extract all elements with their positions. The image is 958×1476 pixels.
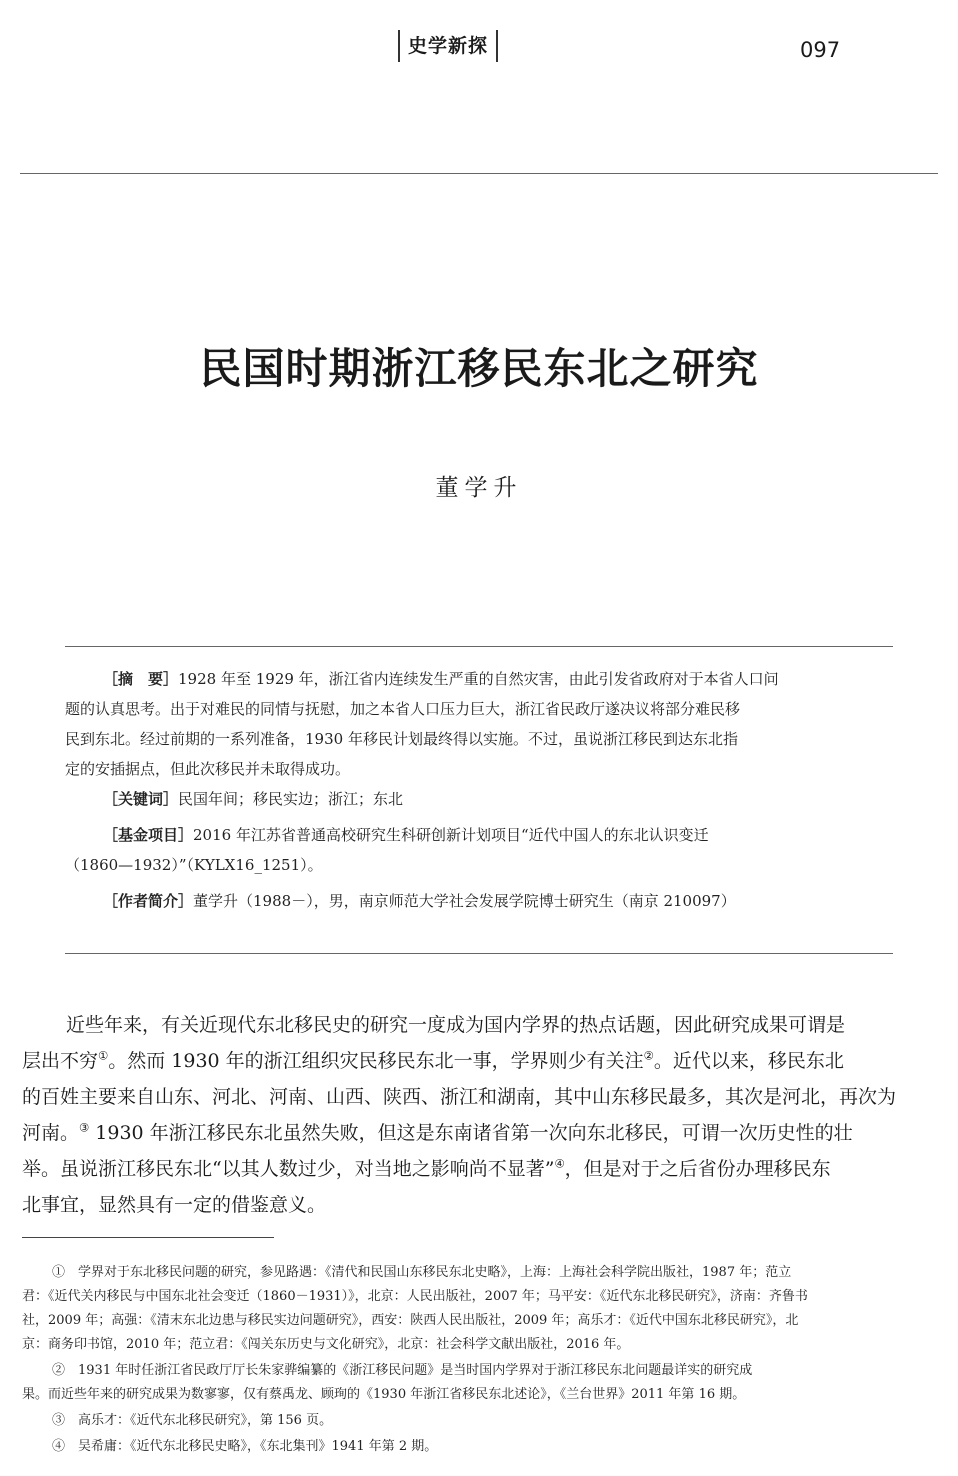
footnote-4: ④ 吴希庸：《近代东北移民史略》，《东北集刊》1941 年第 2 期。: [52, 1439, 438, 1454]
footnote-ref-3[interactable]: ③: [79, 1120, 90, 1135]
author-bio-text: 董学升（1988－），男，南京师范大学社会发展学院博士研究生（南京 210097）: [193, 892, 736, 910]
abstract-line: [65, 664, 893, 694]
keywords-text: 民国年间；移民实边；浙江；东北: [178, 790, 404, 808]
abstract-line: 题的认真思考。出于对难民的同情与抚慰，加之本省人口压力巨大，浙江省民政厅遂决议将部分难民移: [65, 700, 741, 718]
body-line: [22, 1043, 844, 1079]
abstract-top-rule: [65, 646, 893, 647]
abstract-bottom-rule: [65, 953, 893, 954]
footnote-ref-2[interactable]: ②: [643, 1048, 654, 1063]
body-line: [22, 1007, 845, 1043]
body-text: 河南。: [22, 1122, 80, 1144]
footnote-rule: [22, 1237, 274, 1238]
abstract-text: 1928 年至 1929 年，浙江省内连续发生严重的自然灾害，由此引发省政府对于本省人口问: [178, 670, 779, 688]
footnote-1-cont: 京：商务印书馆，2010 年；范立君：《闯关东历史与文化研究》，北京：社会科学文献出版社，2016 年。: [22, 1337, 630, 1352]
body-text: 层出不穷: [22, 1050, 99, 1072]
body-text: ，但是对于之后省份办理移民东: [564, 1158, 831, 1180]
footnote-1-cont: 社，2009 年；高强：《清末东北边患与移民实边问题研究》，西安：陕西人民出版社，2009 年；高乐才：《近代中国东北移民研究》，北: [22, 1313, 799, 1328]
footnote-1: ① 学界对于东北移民问题的研究，参见路遇：《清代和民国山东移民东北史略》，上海：上海社会科学院出版社，1987 年；范立: [52, 1265, 792, 1280]
article-author: 董学升: [435, 475, 523, 501]
column-name: 史学新探: [398, 30, 498, 62]
fund-label: ［基金项目］: [103, 826, 194, 844]
page-number: 097: [800, 38, 841, 62]
body-line: 的百姓主要来自山东、河北、河南、山西、陕西、浙江和湖南，其中山东移民最多，其次是河北，再次为: [22, 1086, 897, 1108]
body-line: 北事宜，显然具有一定的借鉴意义。: [22, 1194, 327, 1216]
body-line: [22, 1115, 853, 1151]
footnote-3: ③ 高乐才：《近代东北移民研究》，第 156 页。: [52, 1413, 333, 1428]
footnote-1-cont: 君：《近代关内移民与中国东北社会变迁（1860－1931）》，北京：人民出版社，2007 年；马平安：《近代东北移民研究》，济南：齐鲁书: [22, 1289, 808, 1304]
keywords-label: ［关键词］: [103, 790, 179, 808]
abstract-line: 民到东北。经过前期的一系列准备，1930 年移民计划最终得以实施。不过，虽说浙江移民到达东北指: [65, 730, 738, 748]
body-text: 1930 年浙江移民东北虽然失败，但这是东南诸省第一次向东北移民，可谓一次历史性的壮: [95, 1122, 853, 1144]
footnote-ref-1[interactable]: ①: [98, 1048, 109, 1063]
fund-line-2: （1860—1932）”（KYLX16_1251）。: [65, 856, 323, 874]
body-text: 举。虽说浙江移民东北“以其人数过少，对当地之影响尚不显著”: [22, 1158, 555, 1180]
body-text: 近些年来，有关近现代东北移民史的研究一度成为国内学界的热点话题，因此研究成果可谓是: [66, 1014, 846, 1036]
body-text: 。然而 1930 年的浙江组织灾民移民东北一事，学界则少有关注: [108, 1050, 644, 1072]
article-title: 民国时期浙江移民东北之研究: [199, 344, 759, 393]
header-rule: [20, 173, 938, 174]
fund-text: 2016 年江苏省普通高校研究生科研创新计划项目“近代中国人的东北认识变迁: [193, 826, 709, 844]
footnote-2: ② 1931 年时任浙江省民政厅厅长朱家骅编纂的《浙江移民问题》是当时国内学界对于浙江移民东北问题最详实的研究成: [52, 1363, 753, 1378]
author-bio-line: [65, 886, 893, 916]
abstract-label: ［摘 要］: [103, 670, 179, 688]
author-bio-label: ［作者简介］: [103, 892, 194, 910]
keywords-line: [65, 784, 893, 814]
footnote-2-cont: 果。而近些年来的研究成果为数寥寥，仅有蔡禹龙、顾珣的《1930 年浙江省移民东北述论》，《兰台世界》2011 年第 16 期。: [22, 1387, 746, 1402]
body-line: [22, 1151, 831, 1187]
footnote-ref-4[interactable]: ④: [554, 1156, 565, 1171]
abstract-line: 定的安插据点，但此次移民并未取得成功。: [65, 760, 351, 778]
fund-line: [65, 820, 893, 850]
body-text: 。近代以来，移民东北: [653, 1050, 844, 1072]
